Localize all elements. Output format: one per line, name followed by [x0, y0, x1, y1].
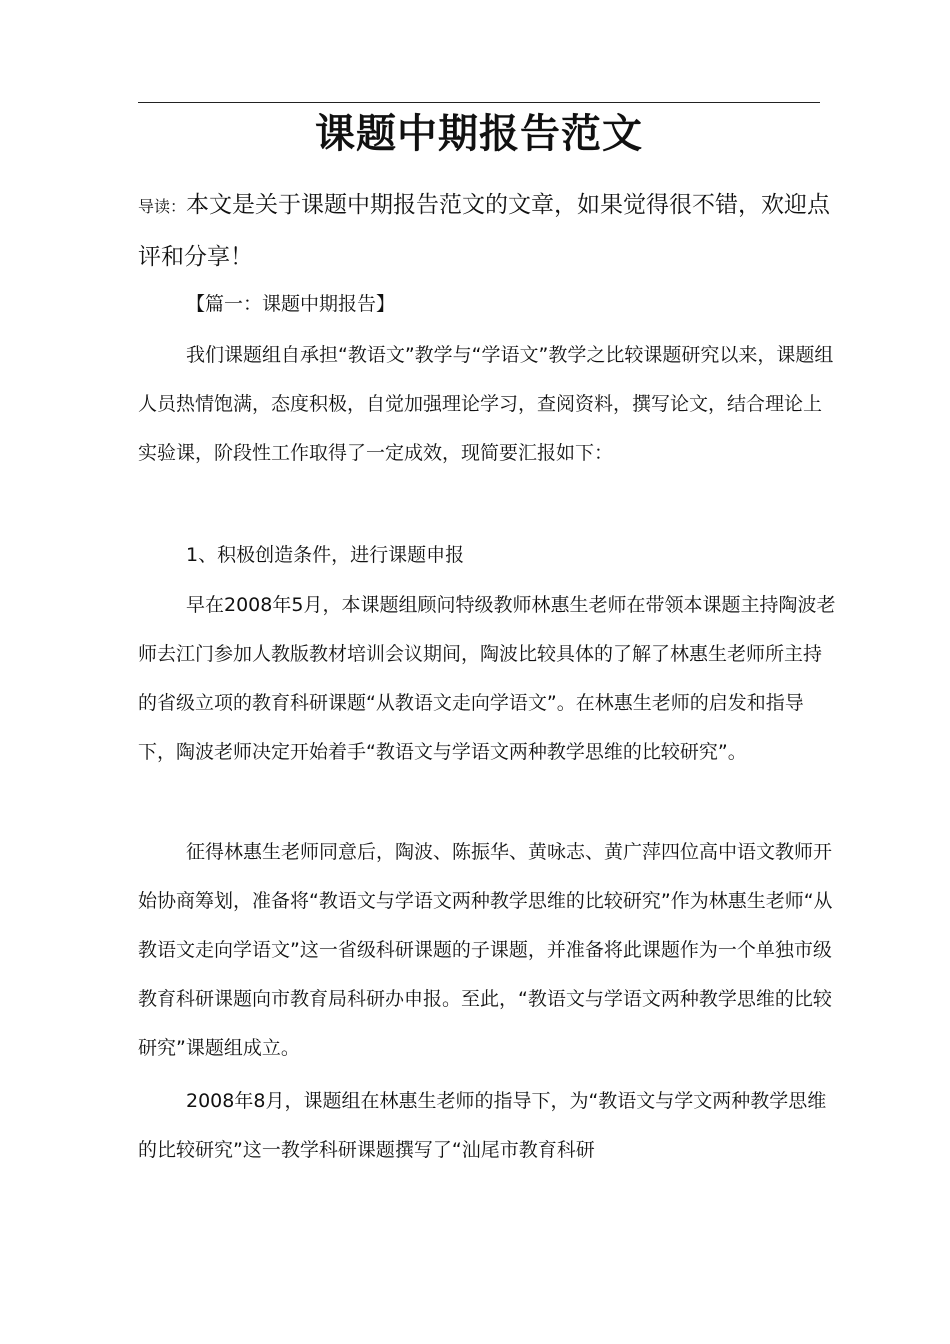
intro-lead: 导读：: [138, 197, 187, 216]
document-title: 课题中期报告范文: [315, 111, 643, 157]
paragraph-1: 我们课题组自承担“教语文”教学与“学语文”教学之比较课题研究以来，课题组人员热情饱满，态度积极，自觉加强理论学习，查阅资料，撰写论文，结合理论上实验课，阶段性工作取得了一定成效，现简要汇报如下：: [138, 344, 834, 464]
intro-text: 本文是关于课题中期报告范文的文章，如果觉得很不错，欢迎点评和分享！: [138, 192, 831, 270]
paragraph-4: 征得林惠生老师同意后，陶波、陈振华、黄咏志、黄广萍四位高中语文教师开始协商筹划，准备将“教语文与学语文两种教学思维的比较研究”作为林惠生老师“从教语文走向学语文”这一省级科研课题的子课题，并准备将此课题作为一个单独市级教育科研课题向市教育局科研办申报。至此，“教语文与学语文两种教学思维的比较研究”课题组成立。: [138, 841, 833, 1059]
paragraph-2: 1、积极创造条件，进行课题申报: [186, 544, 465, 566]
header-rule: [138, 102, 820, 103]
paragraph-5: 2008年8月，课题组在林惠生老师的指导下，为“教语文与学文两种教学思维的比较研究”这一教学科研课题撰写了“汕尾市教育科研: [138, 1090, 827, 1161]
intro-paragraph: [138, 180, 838, 282]
paragraph-3: 早在2008年5月，本课题组顾问特级教师林惠生老师在带领本课题主持陶波老师去江门参加人教版教材培训会议期间，陶波比较具体的了解了林惠生老师所主持的省级立项的教育科研课题“从教语文走向学语文”。在林惠生老师的启发和指导下，陶波老师决定开始着手“教语文与学语文两种教学思维的比较研究”。: [138, 594, 836, 763]
section-heading: 【篇一：课题中期报告】: [186, 293, 396, 315]
